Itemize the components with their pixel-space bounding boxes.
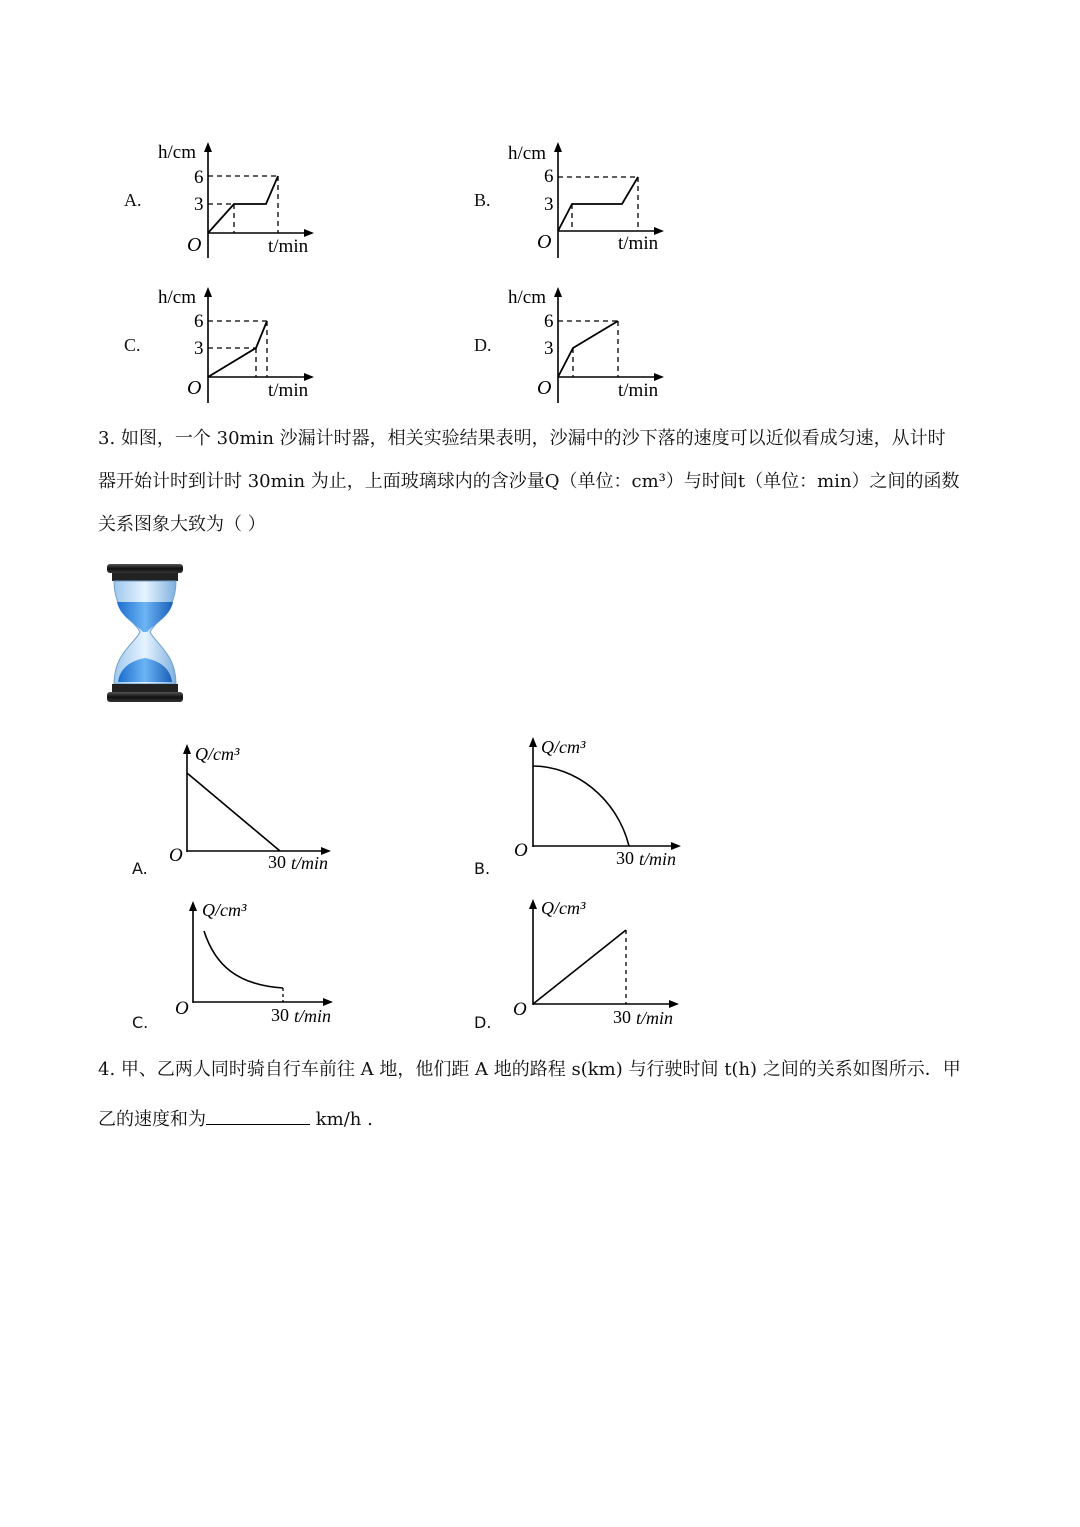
tick-30: 30: [268, 852, 286, 872]
q3-line-3: 关系图象大致为（ ）: [98, 514, 266, 535]
q3-graph-d: [505, 895, 690, 1035]
graph-curve: [204, 931, 283, 988]
q4-question-text: [98, 1045, 988, 1145]
q2-graph-d: [500, 283, 675, 408]
y-axis-label: h/cm: [508, 143, 546, 164]
origin-label: O: [187, 234, 202, 256]
origin-label: O: [513, 999, 527, 1020]
origin-label: O: [514, 840, 528, 861]
tick-3: 3: [194, 338, 204, 359]
q3-question-text: [98, 417, 988, 546]
x-axis-label: t/min: [618, 380, 659, 401]
graph-line: [187, 773, 280, 851]
q3-graph-a: [160, 740, 340, 875]
y-axis-label: h/cm: [158, 142, 196, 163]
q4-line-2-prefix: 乙的速度和为: [98, 1109, 206, 1130]
x-axis-label: t/min: [268, 236, 309, 257]
origin-label: O: [537, 231, 552, 253]
q3-option-c-label[interactable]: C.: [132, 1013, 149, 1032]
x-axis-label: t/min: [268, 380, 309, 401]
origin-label: O: [537, 377, 552, 399]
x-axis-label: t/min: [618, 233, 659, 254]
x-axis-label: t/min: [291, 853, 329, 873]
y-axis-label: Q/cm³: [195, 744, 240, 764]
q2-option-d-label[interactable]: D.: [474, 335, 492, 355]
q2-graph-a: [150, 138, 325, 263]
q2-option-b-label[interactable]: B.: [474, 190, 491, 210]
origin-label: O: [175, 998, 189, 1019]
graph-line: [533, 930, 626, 1004]
q3-graph-c: [165, 897, 345, 1032]
q2-option-c-label[interactable]: C.: [124, 335, 141, 355]
y-axis-label: h/cm: [158, 287, 196, 308]
x-axis-label: t/min: [294, 1006, 332, 1026]
q3-option-b-label[interactable]: B.: [474, 859, 491, 878]
x-axis-label: t/min: [639, 849, 677, 869]
answer-blank[interactable]: [206, 1106, 310, 1125]
y-axis-label: Q/cm³: [541, 898, 586, 918]
y-axis-label: h/cm: [508, 287, 546, 308]
tick-3: 3: [194, 194, 204, 215]
tick-6: 6: [544, 166, 554, 187]
graph-line: [558, 321, 618, 377]
y-axis-label: Q/cm³: [541, 737, 586, 757]
q2-option-a-label[interactable]: A.: [124, 190, 142, 210]
hourglass-image: [104, 562, 186, 704]
tick-3: 3: [544, 338, 554, 359]
tick-3: 3: [544, 194, 554, 215]
tick-6: 6: [194, 167, 204, 188]
q4-line-2-suffix: km/h .: [310, 1109, 373, 1130]
tick-6: 6: [194, 311, 204, 332]
tick-30: 30: [613, 1007, 631, 1027]
q3-option-d-label[interactable]: D.: [474, 1013, 492, 1032]
q3-graph-b: [505, 733, 690, 873]
y-axis-label: Q/cm³: [202, 900, 247, 920]
graph-line: [558, 177, 638, 231]
origin-label: O: [187, 377, 202, 399]
origin-label: O: [169, 845, 183, 866]
graph-curve: [533, 766, 629, 846]
q4-line-1: 4. 甲、乙两人同时骑自行车前往 A 地，他们距 A 地的路程 s(km) 与行驶时间 t(h) 之间的关系如图所示．甲: [98, 1059, 961, 1080]
tick-30: 30: [616, 848, 634, 868]
q4-line-2: [98, 1095, 988, 1145]
tick-30: 30: [271, 1005, 289, 1025]
q3-line-2: 器开始计时到计时 30min 为止，上面玻璃球内的含沙量Q（单位：cm³）与时间t（单位：min）之间的函数: [98, 471, 960, 492]
q2-graph-b: [500, 138, 675, 263]
x-axis-label: t/min: [636, 1008, 674, 1028]
tick-6: 6: [544, 311, 554, 332]
q3-line-1: 3. 如图，一个 30min 沙漏计时器，相关实验结果表明，沙漏中的沙下落的速度可以近似看成匀速，从计时: [98, 428, 946, 449]
graph-line: [208, 321, 267, 377]
q2-graph-c: [150, 283, 325, 408]
q3-option-a-label[interactable]: A.: [132, 859, 148, 878]
